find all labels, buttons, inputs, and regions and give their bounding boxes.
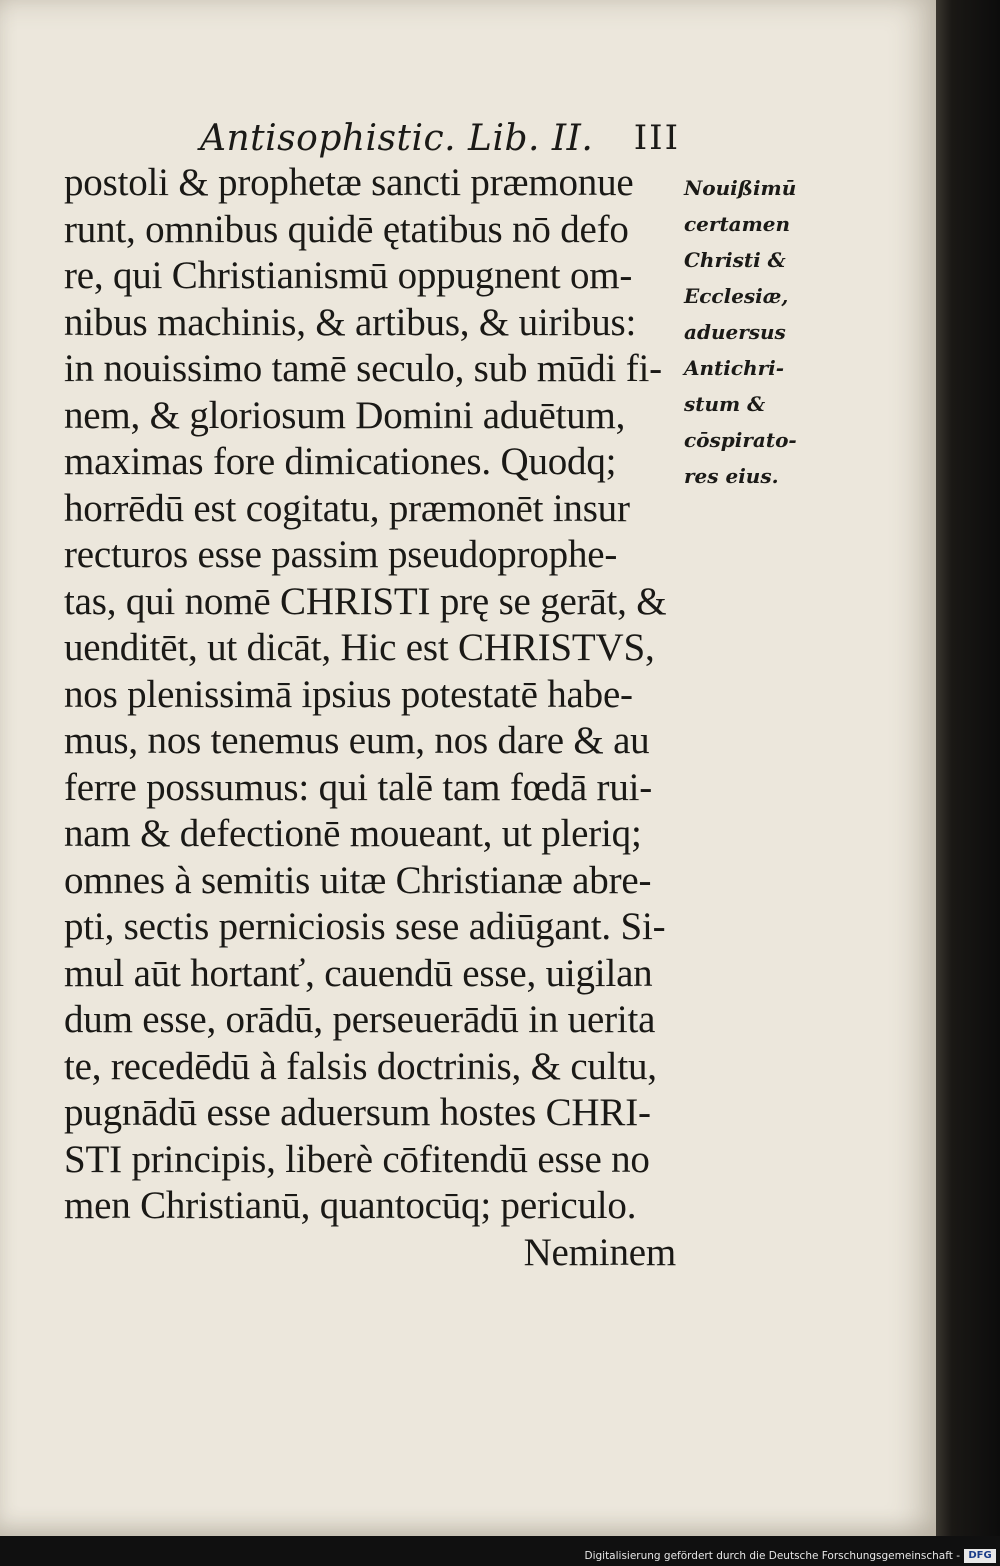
marginal-note-line: aduersus <box>684 320 786 344</box>
text-line: nibus machinis, & artibus, & uiribus: <box>64 300 637 344</box>
footer-bar <box>0 1548 1000 1566</box>
text-line: te, recedēdū à falsis doctrinis, & cultu, <box>64 1044 657 1088</box>
marginal-note-line: Nouißimū <box>684 176 797 200</box>
main-text-block <box>64 160 676 1276</box>
text-line: omnes à semitis uitæ Christianæ abre- <box>64 858 652 902</box>
text-line: pti, sectis perniciosis sese adiūgant. Si- <box>64 905 666 948</box>
catchword: Neminem <box>523 1230 676 1274</box>
text-line: men Christianū, quantocūq; periculo. <box>64 1184 637 1227</box>
text-line: uenditēt, ut dicāt, Hic est CHRISTVS, <box>64 626 655 669</box>
marginal-note-line: stum & <box>684 392 766 416</box>
text-line: in nouissimo tamē seculo, sub mūdi fi- <box>64 347 662 390</box>
text-line: maximas fore dimicationes. Quodq; <box>64 440 617 483</box>
marginal-note <box>684 170 814 494</box>
text-line: pugnādū esse aduersum hostes CHRI- <box>64 1091 651 1134</box>
text-line: recturos esse passim pseudoprophe- <box>64 533 618 576</box>
text-line: nos plenissimā ipsius potestatē habe- <box>64 672 633 716</box>
text-line: re, qui Christianismū oppugnent om- <box>64 254 633 297</box>
text-line: ferre possumus: qui talē tam fœdā rui- <box>64 765 653 809</box>
page-number: III <box>633 118 680 158</box>
text-line: nem, & gloriosum Domini aduētum, <box>64 393 626 437</box>
page-edge-shadow <box>936 0 1000 1536</box>
marginal-note-line: cōspirato- <box>684 428 797 452</box>
funding-credit: Digitalisierung gefördert durch die Deutsche Forschungsgemeinschaft - <box>584 1550 960 1562</box>
text-line: mul aūt hortanť, cauendū esse, uigilan <box>64 951 653 995</box>
text-line: STI principis, liberè cōfitendū esse no <box>64 1137 650 1181</box>
marginal-note-line: res eius. <box>684 464 779 488</box>
text-line: nam & defectionē moueant, ut pleriq; <box>64 812 642 855</box>
dfg-logo: DFG <box>964 1549 996 1563</box>
text-line: mus, nos tenemus eum, nos dare & au <box>64 719 650 762</box>
marginal-note-line: Christi & <box>684 248 786 272</box>
text-line: horrēdū est cogitatu, præmonēt insur <box>64 486 630 530</box>
text-line: postoli & prophetæ sancti præmonue <box>64 161 634 204</box>
text-line: dum esse, orādū, perseuerādū in uerita <box>64 998 656 1041</box>
marginal-note-line: Antichri- <box>684 356 785 380</box>
marginal-note-line: Ecclesiæ, <box>684 284 789 308</box>
page-header <box>200 118 680 166</box>
running-head: Antisophistic. Lib. II. <box>200 118 594 159</box>
text-line: runt, omnibus quidē ętatibus nō defo <box>64 207 629 251</box>
marginal-note-line: certamen <box>684 212 791 236</box>
text-line: tas, qui nomē CHRISTI prę se gerāt, & <box>64 579 667 623</box>
